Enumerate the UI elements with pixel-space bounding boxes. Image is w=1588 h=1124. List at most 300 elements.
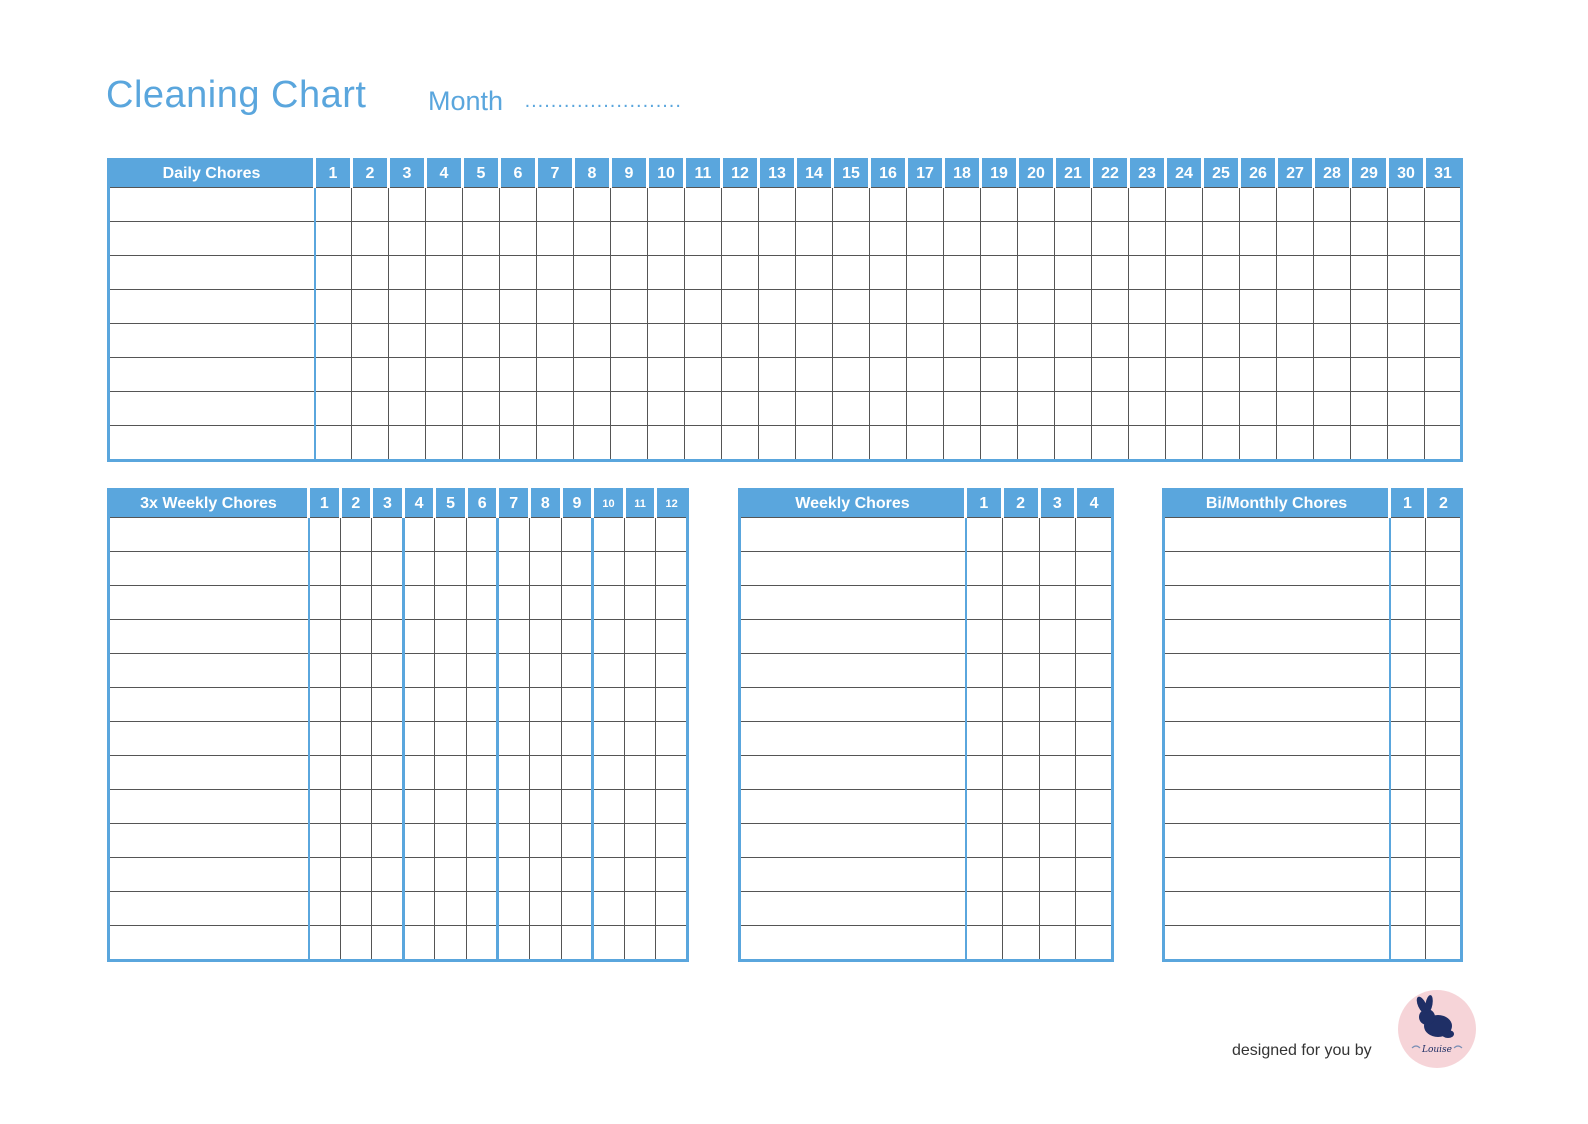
checkbox-cell[interactable] — [426, 426, 463, 461]
checkbox-cell[interactable] — [1277, 358, 1314, 392]
checkbox-cell[interactable] — [759, 188, 796, 222]
checkbox-cell[interactable] — [352, 392, 389, 426]
checkbox-cell[interactable] — [1203, 188, 1240, 222]
checkbox-cell[interactable] — [1092, 358, 1129, 392]
checkbox-cell[interactable] — [1390, 858, 1426, 892]
checkbox-cell[interactable] — [1425, 426, 1462, 461]
checkbox-cell[interactable] — [944, 392, 981, 426]
checkbox-cell[interactable] — [352, 426, 389, 461]
checkbox-cell[interactable] — [833, 392, 870, 426]
checkbox-cell[interactable] — [561, 892, 593, 926]
checkbox-cell[interactable] — [981, 188, 1018, 222]
checkbox-cell[interactable] — [966, 688, 1003, 722]
checkbox-cell[interactable] — [685, 392, 722, 426]
checkbox-cell[interactable] — [1039, 518, 1076, 552]
chore-name-cell[interactable] — [109, 552, 309, 586]
checkbox-cell[interactable] — [1277, 426, 1314, 461]
checkbox-cell[interactable] — [389, 256, 426, 290]
checkbox-cell[interactable] — [1129, 256, 1166, 290]
chore-name-cell[interactable] — [109, 892, 309, 926]
checkbox-cell[interactable] — [466, 654, 498, 688]
checkbox-cell[interactable] — [870, 392, 907, 426]
checkbox-cell[interactable] — [1314, 256, 1351, 290]
checkbox-cell[interactable] — [466, 858, 498, 892]
checkbox-cell[interactable] — [309, 790, 341, 824]
checkbox-cell[interactable] — [648, 392, 685, 426]
checkbox-cell[interactable] — [611, 188, 648, 222]
checkbox-cell[interactable] — [648, 426, 685, 461]
checkbox-cell[interactable] — [352, 222, 389, 256]
checkbox-cell[interactable] — [372, 620, 404, 654]
checkbox-cell[interactable] — [796, 426, 833, 461]
chore-name-cell[interactable] — [1164, 586, 1390, 620]
checkbox-cell[interactable] — [907, 188, 944, 222]
checkbox-cell[interactable] — [466, 722, 498, 756]
checkbox-cell[interactable] — [944, 324, 981, 358]
checkbox-cell[interactable] — [870, 324, 907, 358]
checkbox-cell[interactable] — [530, 518, 562, 552]
checkbox-cell[interactable] — [500, 188, 537, 222]
checkbox-cell[interactable] — [1055, 222, 1092, 256]
checkbox-cell[interactable] — [561, 824, 593, 858]
checkbox-cell[interactable] — [403, 620, 435, 654]
checkbox-cell[interactable] — [1425, 358, 1462, 392]
checkbox-cell[interactable] — [1388, 426, 1425, 461]
checkbox-cell[interactable] — [315, 426, 352, 461]
checkbox-cell[interactable] — [315, 256, 352, 290]
checkbox-cell[interactable] — [1055, 426, 1092, 461]
chore-name-cell[interactable] — [1164, 654, 1390, 688]
checkbox-cell[interactable] — [611, 290, 648, 324]
checkbox-cell[interactable] — [315, 358, 352, 392]
checkbox-cell[interactable] — [648, 324, 685, 358]
checkbox-cell[interactable] — [1018, 392, 1055, 426]
checkbox-cell[interactable] — [981, 324, 1018, 358]
checkbox-cell[interactable] — [1351, 290, 1388, 324]
chore-name-cell[interactable] — [109, 518, 309, 552]
chore-name-cell[interactable] — [740, 722, 966, 756]
checkbox-cell[interactable] — [1277, 222, 1314, 256]
chore-name-cell[interactable] — [740, 688, 966, 722]
checkbox-cell[interactable] — [466, 824, 498, 858]
checkbox-cell[interactable] — [1314, 392, 1351, 426]
checkbox-cell[interactable] — [574, 222, 611, 256]
chore-name-cell[interactable] — [1164, 926, 1390, 961]
checkbox-cell[interactable] — [466, 620, 498, 654]
checkbox-cell[interactable] — [1039, 654, 1076, 688]
checkbox-cell[interactable] — [498, 722, 530, 756]
checkbox-cell[interactable] — [593, 858, 625, 892]
checkbox-cell[interactable] — [1277, 324, 1314, 358]
checkbox-cell[interactable] — [624, 518, 656, 552]
chore-name-cell[interactable] — [109, 722, 309, 756]
checkbox-cell[interactable] — [372, 586, 404, 620]
checkbox-cell[interactable] — [1076, 824, 1113, 858]
checkbox-cell[interactable] — [1390, 722, 1426, 756]
checkbox-cell[interactable] — [403, 518, 435, 552]
checkbox-cell[interactable] — [656, 892, 688, 926]
checkbox-cell[interactable] — [574, 188, 611, 222]
checkbox-cell[interactable] — [1425, 222, 1462, 256]
checkbox-cell[interactable] — [340, 756, 372, 790]
checkbox-cell[interactable] — [1390, 552, 1426, 586]
checkbox-cell[interactable] — [574, 256, 611, 290]
checkbox-cell[interactable] — [466, 688, 498, 722]
chore-name-cell[interactable] — [1164, 790, 1390, 824]
checkbox-cell[interactable] — [1129, 392, 1166, 426]
checkbox-cell[interactable] — [593, 586, 625, 620]
checkbox-cell[interactable] — [340, 892, 372, 926]
checkbox-cell[interactable] — [1039, 688, 1076, 722]
chore-name-cell[interactable] — [109, 586, 309, 620]
checkbox-cell[interactable] — [315, 290, 352, 324]
checkbox-cell[interactable] — [656, 790, 688, 824]
checkbox-cell[interactable] — [1426, 858, 1462, 892]
checkbox-cell[interactable] — [403, 722, 435, 756]
checkbox-cell[interactable] — [1076, 688, 1113, 722]
checkbox-cell[interactable] — [593, 552, 625, 586]
checkbox-cell[interactable] — [1351, 358, 1388, 392]
checkbox-cell[interactable] — [944, 358, 981, 392]
checkbox-cell[interactable] — [403, 926, 435, 961]
checkbox-cell[interactable] — [426, 324, 463, 358]
checkbox-cell[interactable] — [352, 324, 389, 358]
checkbox-cell[interactable] — [656, 824, 688, 858]
checkbox-cell[interactable] — [466, 552, 498, 586]
checkbox-cell[interactable] — [530, 654, 562, 688]
checkbox-cell[interactable] — [1203, 392, 1240, 426]
checkbox-cell[interactable] — [1039, 892, 1076, 926]
checkbox-cell[interactable] — [593, 518, 625, 552]
checkbox-cell[interactable] — [1018, 222, 1055, 256]
checkbox-cell[interactable] — [1002, 824, 1039, 858]
checkbox-cell[interactable] — [1002, 586, 1039, 620]
checkbox-cell[interactable] — [1351, 188, 1388, 222]
checkbox-cell[interactable] — [466, 790, 498, 824]
checkbox-cell[interactable] — [435, 926, 467, 961]
checkbox-cell[interactable] — [1277, 392, 1314, 426]
checkbox-cell[interactable] — [1203, 324, 1240, 358]
chore-name-cell[interactable] — [1164, 688, 1390, 722]
checkbox-cell[interactable] — [1018, 290, 1055, 324]
checkbox-cell[interactable] — [1092, 426, 1129, 461]
checkbox-cell[interactable] — [1076, 518, 1113, 552]
checkbox-cell[interactable] — [498, 824, 530, 858]
checkbox-cell[interactable] — [1426, 518, 1462, 552]
checkbox-cell[interactable] — [624, 892, 656, 926]
checkbox-cell[interactable] — [593, 790, 625, 824]
chore-name-cell[interactable] — [1164, 620, 1390, 654]
checkbox-cell[interactable] — [624, 858, 656, 892]
checkbox-cell[interactable] — [593, 892, 625, 926]
chore-name-cell[interactable] — [1164, 722, 1390, 756]
chore-name-cell[interactable] — [109, 256, 315, 290]
checkbox-cell[interactable] — [1240, 324, 1277, 358]
checkbox-cell[interactable] — [466, 926, 498, 961]
checkbox-cell[interactable] — [1018, 188, 1055, 222]
chore-name-cell[interactable] — [109, 620, 309, 654]
checkbox-cell[interactable] — [796, 188, 833, 222]
checkbox-cell[interactable] — [1426, 756, 1462, 790]
checkbox-cell[interactable] — [796, 392, 833, 426]
checkbox-cell[interactable] — [648, 290, 685, 324]
checkbox-cell[interactable] — [537, 290, 574, 324]
checkbox-cell[interactable] — [759, 358, 796, 392]
checkbox-cell[interactable] — [1055, 392, 1092, 426]
checkbox-cell[interactable] — [966, 518, 1003, 552]
checkbox-cell[interactable] — [1055, 324, 1092, 358]
chore-name-cell[interactable] — [740, 654, 966, 688]
checkbox-cell[interactable] — [759, 324, 796, 358]
checkbox-cell[interactable] — [340, 654, 372, 688]
checkbox-cell[interactable] — [537, 392, 574, 426]
checkbox-cell[interactable] — [981, 290, 1018, 324]
checkbox-cell[interactable] — [870, 188, 907, 222]
chore-name-cell[interactable] — [109, 392, 315, 426]
chore-name-cell[interactable] — [1164, 518, 1390, 552]
checkbox-cell[interactable] — [1018, 256, 1055, 290]
checkbox-cell[interactable] — [352, 256, 389, 290]
checkbox-cell[interactable] — [1426, 620, 1462, 654]
checkbox-cell[interactable] — [1076, 586, 1113, 620]
checkbox-cell[interactable] — [309, 858, 341, 892]
checkbox-cell[interactable] — [1426, 586, 1462, 620]
checkbox-cell[interactable] — [907, 324, 944, 358]
checkbox-cell[interactable] — [1039, 722, 1076, 756]
chore-name-cell[interactable] — [740, 892, 966, 926]
checkbox-cell[interactable] — [685, 426, 722, 461]
checkbox-cell[interactable] — [426, 188, 463, 222]
checkbox-cell[interactable] — [435, 756, 467, 790]
checkbox-cell[interactable] — [498, 620, 530, 654]
checkbox-cell[interactable] — [870, 358, 907, 392]
checkbox-cell[interactable] — [403, 824, 435, 858]
chore-name-cell[interactable] — [109, 188, 315, 222]
checkbox-cell[interactable] — [389, 358, 426, 392]
checkbox-cell[interactable] — [463, 256, 500, 290]
checkbox-cell[interactable] — [1092, 324, 1129, 358]
checkbox-cell[interactable] — [1277, 188, 1314, 222]
checkbox-cell[interactable] — [1166, 222, 1203, 256]
checkbox-cell[interactable] — [1390, 756, 1426, 790]
checkbox-cell[interactable] — [309, 722, 341, 756]
checkbox-cell[interactable] — [530, 926, 562, 961]
checkbox-cell[interactable] — [1018, 324, 1055, 358]
checkbox-cell[interactable] — [315, 324, 352, 358]
checkbox-cell[interactable] — [1002, 620, 1039, 654]
checkbox-cell[interactable] — [648, 358, 685, 392]
checkbox-cell[interactable] — [1129, 324, 1166, 358]
checkbox-cell[interactable] — [463, 392, 500, 426]
checkbox-cell[interactable] — [309, 892, 341, 926]
checkbox-cell[interactable] — [796, 290, 833, 324]
checkbox-cell[interactable] — [966, 824, 1003, 858]
checkbox-cell[interactable] — [537, 426, 574, 461]
checkbox-cell[interactable] — [759, 290, 796, 324]
checkbox-cell[interactable] — [593, 756, 625, 790]
checkbox-cell[interactable] — [574, 392, 611, 426]
chore-name-cell[interactable] — [740, 620, 966, 654]
checkbox-cell[interactable] — [1039, 756, 1076, 790]
checkbox-cell[interactable] — [498, 654, 530, 688]
checkbox-cell[interactable] — [561, 858, 593, 892]
checkbox-cell[interactable] — [1426, 722, 1462, 756]
checkbox-cell[interactable] — [1314, 188, 1351, 222]
checkbox-cell[interactable] — [1388, 256, 1425, 290]
chore-name-cell[interactable] — [1164, 756, 1390, 790]
checkbox-cell[interactable] — [340, 722, 372, 756]
checkbox-cell[interactable] — [1166, 358, 1203, 392]
checkbox-cell[interactable] — [1055, 188, 1092, 222]
checkbox-cell[interactable] — [1055, 290, 1092, 324]
checkbox-cell[interactable] — [1314, 290, 1351, 324]
checkbox-cell[interactable] — [1277, 256, 1314, 290]
checkbox-cell[interactable] — [759, 392, 796, 426]
checkbox-cell[interactable] — [656, 518, 688, 552]
checkbox-cell[interactable] — [624, 756, 656, 790]
checkbox-cell[interactable] — [833, 324, 870, 358]
checkbox-cell[interactable] — [1166, 256, 1203, 290]
checkbox-cell[interactable] — [435, 620, 467, 654]
checkbox-cell[interactable] — [372, 824, 404, 858]
checkbox-cell[interactable] — [907, 256, 944, 290]
checkbox-cell[interactable] — [1129, 358, 1166, 392]
checkbox-cell[interactable] — [435, 654, 467, 688]
checkbox-cell[interactable] — [1076, 790, 1113, 824]
checkbox-cell[interactable] — [561, 756, 593, 790]
checkbox-cell[interactable] — [500, 256, 537, 290]
checkbox-cell[interactable] — [574, 290, 611, 324]
checkbox-cell[interactable] — [1388, 188, 1425, 222]
checkbox-cell[interactable] — [944, 188, 981, 222]
chore-name-cell[interactable] — [1164, 552, 1390, 586]
checkbox-cell[interactable] — [966, 620, 1003, 654]
chore-name-cell[interactable] — [109, 324, 315, 358]
checkbox-cell[interactable] — [656, 620, 688, 654]
checkbox-cell[interactable] — [722, 426, 759, 461]
checkbox-cell[interactable] — [1240, 256, 1277, 290]
checkbox-cell[interactable] — [574, 426, 611, 461]
checkbox-cell[interactable] — [1076, 620, 1113, 654]
checkbox-cell[interactable] — [561, 688, 593, 722]
checkbox-cell[interactable] — [530, 722, 562, 756]
checkbox-cell[interactable] — [340, 858, 372, 892]
checkbox-cell[interactable] — [435, 586, 467, 620]
chore-name-cell[interactable] — [740, 824, 966, 858]
checkbox-cell[interactable] — [656, 688, 688, 722]
checkbox-cell[interactable] — [403, 892, 435, 926]
checkbox-cell[interactable] — [796, 256, 833, 290]
checkbox-cell[interactable] — [530, 688, 562, 722]
checkbox-cell[interactable] — [466, 756, 498, 790]
chore-name-cell[interactable] — [1164, 858, 1390, 892]
chore-name-cell[interactable] — [109, 688, 309, 722]
checkbox-cell[interactable] — [372, 654, 404, 688]
checkbox-cell[interactable] — [500, 358, 537, 392]
checkbox-cell[interactable] — [315, 392, 352, 426]
checkbox-cell[interactable] — [1039, 858, 1076, 892]
checkbox-cell[interactable] — [833, 290, 870, 324]
checkbox-cell[interactable] — [309, 824, 341, 858]
checkbox-cell[interactable] — [1166, 392, 1203, 426]
checkbox-cell[interactable] — [1388, 290, 1425, 324]
checkbox-cell[interactable] — [1314, 222, 1351, 256]
checkbox-cell[interactable] — [624, 654, 656, 688]
checkbox-cell[interactable] — [500, 290, 537, 324]
checkbox-cell[interactable] — [907, 358, 944, 392]
checkbox-cell[interactable] — [624, 586, 656, 620]
checkbox-cell[interactable] — [426, 256, 463, 290]
checkbox-cell[interactable] — [907, 222, 944, 256]
checkbox-cell[interactable] — [981, 426, 1018, 461]
checkbox-cell[interactable] — [309, 756, 341, 790]
checkbox-cell[interactable] — [435, 518, 467, 552]
checkbox-cell[interactable] — [1351, 256, 1388, 290]
checkbox-cell[interactable] — [435, 858, 467, 892]
checkbox-cell[interactable] — [685, 256, 722, 290]
checkbox-cell[interactable] — [500, 324, 537, 358]
checkbox-cell[interactable] — [1092, 256, 1129, 290]
checkbox-cell[interactable] — [624, 824, 656, 858]
chore-name-cell[interactable] — [109, 654, 309, 688]
checkbox-cell[interactable] — [463, 358, 500, 392]
checkbox-cell[interactable] — [435, 824, 467, 858]
checkbox-cell[interactable] — [530, 790, 562, 824]
checkbox-cell[interactable] — [403, 654, 435, 688]
chore-name-cell[interactable] — [740, 586, 966, 620]
checkbox-cell[interactable] — [530, 620, 562, 654]
checkbox-cell[interactable] — [309, 620, 341, 654]
checkbox-cell[interactable] — [611, 256, 648, 290]
checkbox-cell[interactable] — [1390, 620, 1426, 654]
checkbox-cell[interactable] — [1002, 688, 1039, 722]
checkbox-cell[interactable] — [648, 188, 685, 222]
checkbox-cell[interactable] — [1129, 290, 1166, 324]
checkbox-cell[interactable] — [1390, 926, 1426, 961]
checkbox-cell[interactable] — [530, 586, 562, 620]
checkbox-cell[interactable] — [611, 392, 648, 426]
checkbox-cell[interactable] — [340, 926, 372, 961]
checkbox-cell[interactable] — [1055, 256, 1092, 290]
checkbox-cell[interactable] — [981, 392, 1018, 426]
checkbox-cell[interactable] — [372, 790, 404, 824]
checkbox-cell[interactable] — [1129, 426, 1166, 461]
checkbox-cell[interactable] — [1390, 824, 1426, 858]
chore-name-cell[interactable] — [740, 518, 966, 552]
checkbox-cell[interactable] — [833, 256, 870, 290]
checkbox-cell[interactable] — [907, 426, 944, 461]
checkbox-cell[interactable] — [561, 620, 593, 654]
checkbox-cell[interactable] — [1388, 222, 1425, 256]
checkbox-cell[interactable] — [796, 222, 833, 256]
checkbox-cell[interactable] — [1314, 358, 1351, 392]
checkbox-cell[interactable] — [966, 892, 1003, 926]
checkbox-cell[interactable] — [309, 926, 341, 961]
checkbox-cell[interactable] — [340, 790, 372, 824]
checkbox-cell[interactable] — [1425, 256, 1462, 290]
checkbox-cell[interactable] — [340, 824, 372, 858]
checkbox-cell[interactable] — [435, 892, 467, 926]
checkbox-cell[interactable] — [722, 290, 759, 324]
chore-name-cell[interactable] — [740, 756, 966, 790]
chore-name-cell[interactable] — [109, 290, 315, 324]
checkbox-cell[interactable] — [498, 756, 530, 790]
checkbox-cell[interactable] — [870, 290, 907, 324]
checkbox-cell[interactable] — [498, 926, 530, 961]
checkbox-cell[interactable] — [435, 552, 467, 586]
checkbox-cell[interactable] — [498, 586, 530, 620]
checkbox-cell[interactable] — [944, 426, 981, 461]
